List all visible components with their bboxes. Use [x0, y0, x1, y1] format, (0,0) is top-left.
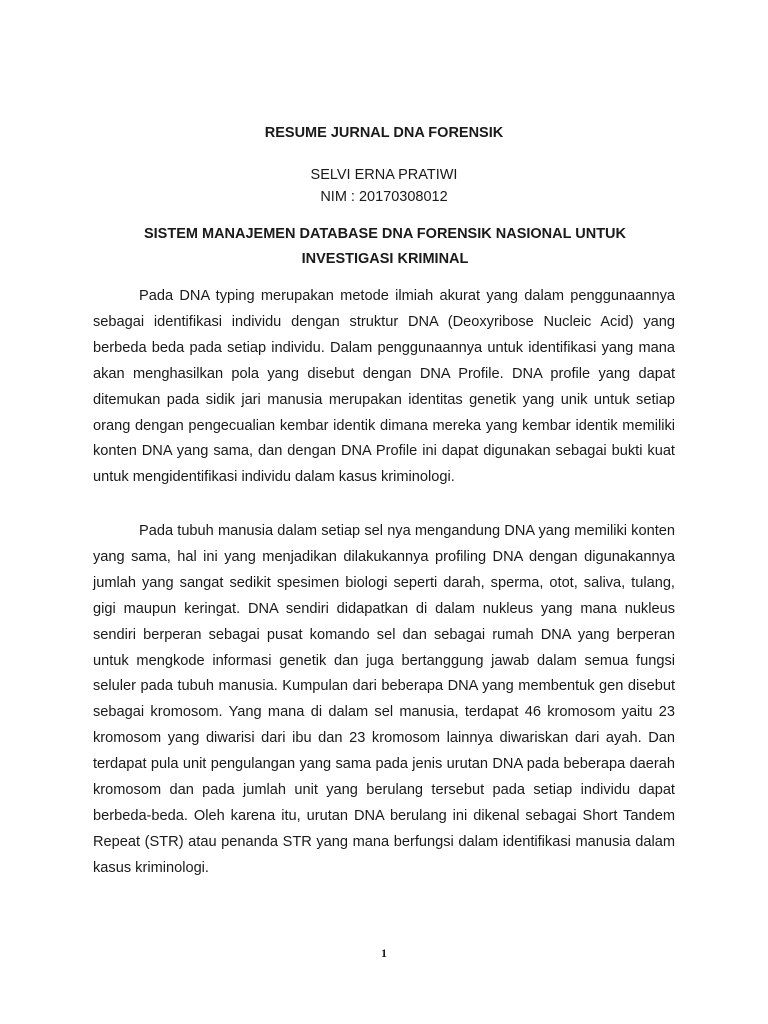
paper-title-line-1: SISTEM MANAJEMEN DATABASE DNA FORENSIK NASIONAL UNTUK	[143, 226, 626, 242]
body-paragraph-2: Pada tubuh manusia dalam setiap sel nya mengandung DNA yang memiliki konten yang sama, hal ini yang menjadikan dilakukannya profiling DNA dengan digunakannya jumlah yang sangat sedikit spesimen biologi seperti darah, sperma, otot, saliva, tulang, gigi maupun keringat. DNA sendiri didapatkan di dalam nukleus yang mana nukleus sendiri berperan sebagai pusat komando sel dan sebagai rumah DNA yang berperan untuk mengkode informasi genetik dan juga bertanggung jawab dalam semua fungsi seluler pada tubuh manusia. Kumpulan dari beberapa DNA yang membentuk gen disebut sebagai kromosom. Yang mana di dalam sel manusia, terdapat 46 kromosom yaitu 23 kromosom yang diwarisi dari ibu dan 23 kromosom lainnya diwariskan dari ayah. Dan terdapat pula unit pengulangan yang sama pada jenis urutan DNA pada beberapa daerah kromosom dan pada jumlah unit yang berulang tersebut pada setiap individu dapat berbeda-beda. Oleh karena itu, urutan DNA berulang ini dikenal sebagai Short Tandem Repeat (STR) atau penanda STR yang mana berfungsi dalam identifikasi manusia dalam kasus kriminologi.	[93, 523, 675, 876]
paper-title	[100, 222, 670, 272]
body-paragraph-1: Pada DNA typing merupakan metode ilmiah akurat yang dalam penggunaannya sebagai identifikasi individu dengan struktur DNA (Deoxyribose Nucleic Acid) yang berbeda beda pada setiap individu. Dalam penggunaannya untuk identifikasi yang mana akan menghasilkan pola yang disebut dengan DNA Profile. DNA profile yang dapat ditemukan pada sidik jari manusia merupakan identitas genetik yang unik untuk setiap orang dengan pengecualian kembar identik dimana mereka yang kembar identik memiliki konten DNA yang sama, dan dengan DNA Profile ini dapat digunakan sebagai bukti kuat untuk mengidentifikasi individu dalam kasus kriminologi.	[93, 288, 675, 486]
document-title: RESUME JURNAL DNA FORENSIK	[264, 125, 504, 141]
student-id: NIM : 20170308012	[320, 189, 448, 205]
paper-title-line-2: INVESTIGASI KRIMINAL	[301, 251, 469, 267]
page-number: 1	[381, 946, 387, 960]
author-name: SELVI ERNA PRATIWI	[310, 167, 458, 183]
